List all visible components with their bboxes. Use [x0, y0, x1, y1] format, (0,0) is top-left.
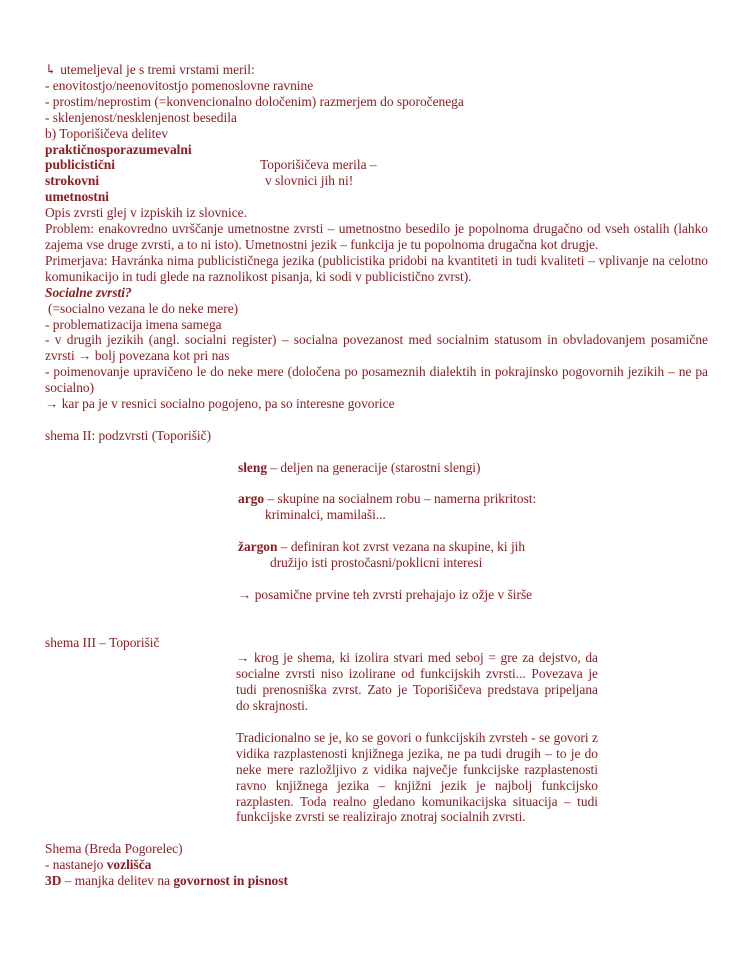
shema3-paragraph1: → krog je shema, ki izolira stvari med seboj = gre za dejstvo, da socialne zvrsti niso izolirane od funkcijskih zvrsti... Povezava je tudi prenosniška zvrst. Zato je Toporišičeva predstava pripeljana do skrajnosti. [236, 650, 598, 714]
pogorelec-line3 [45, 873, 708, 889]
delitev-item: umetnostni [45, 189, 109, 205]
opis-line: Opis zvrsti glej v izpiskih iz slovnice. [45, 205, 247, 221]
criteria-subheading: b) Toporišičeva delitev [45, 125, 169, 141]
delitev-line [45, 173, 708, 189]
zargon-definition: – definiran kot zvrst vezana na skupine, ki jih [277, 539, 526, 555]
socialne-bullet: - problematizacija imena samega [45, 316, 222, 332]
argo-line [238, 491, 708, 507]
spacer [45, 714, 708, 730]
shema2-title: shema II: podzvrsti (Toporišič) [45, 427, 212, 443]
sleng-line [238, 460, 708, 476]
criteria-item: - sklenjenost/nesklenjenost besedila [45, 109, 237, 125]
delitev-item: publicistični [45, 157, 115, 173]
shema3-title: shema III – Toporišič [45, 634, 160, 650]
spacer [45, 523, 708, 539]
shema2-arrow-line: → posamične prvine teh zvrsti prehajajo iz ožje v širše [238, 586, 533, 602]
criteria-item: - enovitostjo/neenovitostjo pomenoslovne ravnine [45, 77, 314, 93]
pogorelec-line3-term: govornost in pisnost [173, 873, 288, 889]
spacer [45, 603, 708, 619]
primerjava-paragraph: Primerjava: Havránka nima publicističnega jezika (publicistika pridobi na kvantiteti in tudi kvaliteti – vplivanje na celotno komunikacijo in tudi glede na raznolikost pisanja, ki sodi v publicistično zvrst). [45, 252, 708, 284]
zargon-term: žargon [238, 539, 278, 555]
pogorelec-3d-term: 3D [45, 873, 62, 889]
socialne-bullet: - poimenovanje upravičeno le do neke mere (določena po posameznih dialektih in pokrajinsko pogovornih jezikih – ne pa socialno) [45, 364, 708, 396]
pogorelec-line3-text: – manjka delitev na [61, 873, 174, 889]
socialne-bullet: - v drugih jezikih (angl. socialni register) – socialna povezanost med socialnim statusom in obvladovanjem posamične zvrsti → bolj povezana kot pri nas [45, 332, 708, 364]
pogorelec-title: Shema (Breda Pogorelec) [45, 841, 183, 857]
merila-note-line2: v slovnici jih ni! [265, 173, 354, 189]
spacer [45, 444, 708, 460]
socialne-subline: (=socialno vezana le do neke mere) [48, 300, 239, 316]
argo-definition: – skupine na socialnem robu – namerna prikritost: [264, 491, 537, 507]
zargon-definition-line2: družijo isti prostočasni/poklicni interesi [270, 555, 483, 571]
pogorelec-line2 [45, 857, 708, 873]
spacer [45, 476, 708, 492]
socialne-arrow-line: → kar pa je v resnici socialno pogojeno, pa so interesne govorice [45, 396, 395, 412]
sleng-definition: – deljen na generacije (starostni slengi) [267, 459, 481, 475]
shema3-paragraph2: Tradicionalno se je, ko se govori o funkcijskih zvrsteh - se govori z vidika razplastenosti knjižnega jezika, ne pa tudi drugih – to je do neke mere razložljivo z vidika največje funkcijske razplastenosti ravno knjižnega jezika – knjižni jezik je najbolj funkcijsko razplasten. Toda realno gledano komunikacijska situacija – tudi funkcijske zvrsti se realizirajo znotraj socialnih zvrsti. [236, 729, 598, 825]
pogorelec-line2-term: vozlišča [106, 857, 152, 873]
spacer [45, 571, 708, 587]
spacer [45, 825, 708, 841]
zargon-line [238, 539, 708, 555]
delitev-item: praktičnosporazumevalni [45, 141, 192, 157]
sleng-term: sleng [238, 459, 268, 475]
problem-paragraph: Problem: enakovredno uvrščanje umetnostne zvrsti – umetnostno besedilo je popolnoma drugačno od vseh ostalih (lahko zajema vse druge zvrsti, a to ni isto). Umetnostni jezik – funkcija je tu popolnoma drugačna kot drugje. [45, 221, 708, 252]
criteria-heading: utemeljeval je s tremi vrstami meril: [60, 62, 255, 77]
argo-definition-line2: kriminalci, mamilaši... [265, 507, 386, 523]
delitev-line [45, 157, 708, 173]
criteria-heading-line [45, 62, 708, 78]
document-page [45, 62, 708, 889]
merila-note-line1: Toporišičeva merila – [260, 157, 377, 173]
spacer [45, 412, 708, 428]
hook-arrow-icon: ↳ [45, 62, 57, 77]
argo-term: argo [238, 491, 265, 507]
pogorelec-line2-text: - nastanejo [45, 857, 107, 873]
spacer [45, 619, 708, 635]
socialne-heading: Socialne zvrsti? [45, 284, 132, 300]
delitev-item: strokovni [45, 173, 100, 189]
criteria-item: - prostim/neprostim (=konvencionalno določenim) razmerjem do sporočenega [45, 93, 464, 109]
